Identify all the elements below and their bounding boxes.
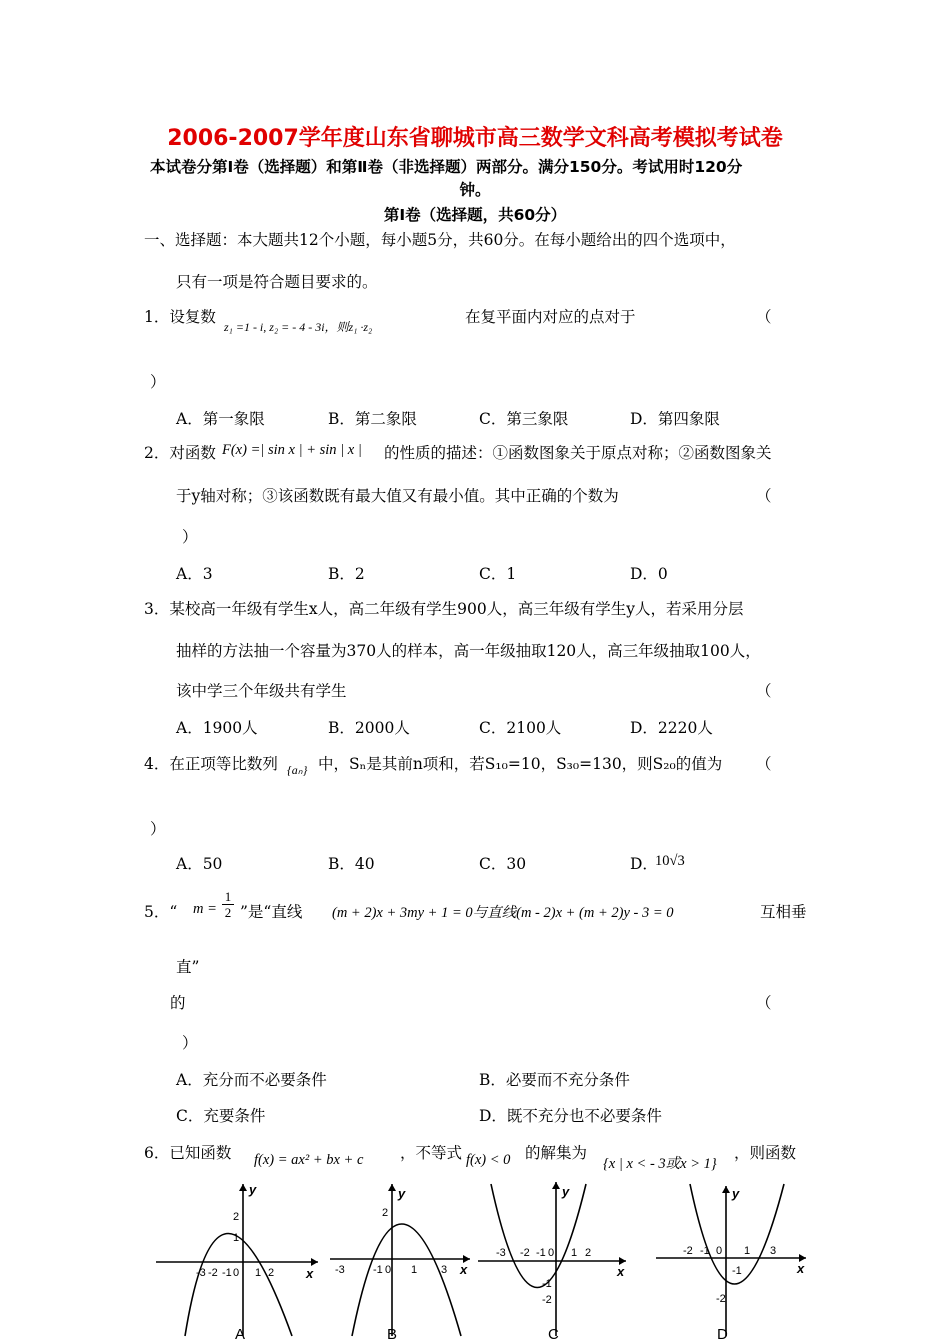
q2-option-c: C．1 xyxy=(479,565,517,583)
q1-option-a: A．第一象限 xyxy=(176,410,265,428)
graph-d-tick: 1 xyxy=(744,1245,751,1257)
q5-fraction xyxy=(222,889,234,920)
graph-d-tick: -2 xyxy=(683,1245,693,1257)
graph-d-tick: 0 xyxy=(716,1245,723,1257)
q4-option-d: D． xyxy=(630,855,658,873)
graph-b-tick: -3 xyxy=(335,1264,345,1276)
graph-a-ytick: 1 xyxy=(233,1232,240,1244)
graph-a-curve xyxy=(185,1234,292,1337)
graph-d-tick: -1 xyxy=(700,1245,710,1257)
q5-stem: 5．“ xyxy=(144,903,178,921)
q2-option-b: B．2 xyxy=(328,565,365,583)
graph-a-x-label: x xyxy=(306,1266,314,1281)
section-heading: 第Ⅰ卷（选择题，共60分） xyxy=(383,206,567,224)
graph-a-tick: -3 xyxy=(196,1267,206,1279)
q5-formula: (m + 2)x + 3my + 1 = 0与直线(m - 2)x + (m + 2)y - 3 = 0 xyxy=(332,905,674,921)
q6-graphs xyxy=(0,1176,950,1344)
q5-m-eq: m = xyxy=(193,901,217,917)
q4-stem: 4．在正项等比数列 xyxy=(144,755,278,773)
graph-b-tick: 3 xyxy=(441,1264,448,1276)
q6-mid: ，不等式 xyxy=(400,1144,463,1162)
q5-option-a: A．充分而不必要条件 xyxy=(176,1071,327,1089)
answer-paren-close: ） xyxy=(150,820,166,838)
q4-option-b: B．40 xyxy=(328,855,375,873)
page-title: 2006-2007学年度山东省聊城市高三数学文科高考模拟考试卷 xyxy=(167,126,783,151)
graph-c-tick: 1 xyxy=(571,1247,578,1259)
graph-b-tick: -1 xyxy=(373,1264,383,1276)
graph-a-tick: 0 xyxy=(233,1267,240,1279)
graph-a-tick: 2 xyxy=(268,1267,275,1279)
q5-tail: 互相垂 xyxy=(760,903,807,921)
q2-tail: 的性质的描述：①函数图象关于原点对称；②函数图象关 xyxy=(384,444,772,462)
graph-c-y-label: y xyxy=(562,1184,570,1199)
graph-c-curve xyxy=(491,1184,586,1288)
graph-a-y-label: y xyxy=(249,1182,257,1197)
q3-line-3: 该中学三个年级共有学生 xyxy=(176,682,347,700)
q4-tail: 中，Sₙ是其前n项和，若S₁₀=10，S₃₀=130，则S₂₀的值为 xyxy=(318,755,723,773)
graph-label-b: B xyxy=(387,1326,398,1343)
q3-option-d: D．2220人 xyxy=(630,719,713,737)
q1-formula: z₁ =1 - i, z₂ = - 4 - 3i，则z₁ ·z₂ xyxy=(224,320,373,334)
q6-mid-2: 的解集为 xyxy=(525,1144,588,1162)
graph-c-tick: -3 xyxy=(496,1247,506,1259)
instructions-line-1: 一、选择题：本大题共12个小题，每小题5分，共60分。在每小题给出的四个选项中， xyxy=(144,231,736,249)
q2-line-2: 于y轴对称；③该函数既有最大值又有最小值。其中正确的个数为 xyxy=(176,487,619,505)
graph-d-ytick: -2 xyxy=(716,1293,726,1305)
graph-c-tick: -2 xyxy=(520,1247,530,1259)
q5-option-c: C．充要条件 xyxy=(176,1107,266,1125)
graph-c-tick: 2 xyxy=(585,1247,592,1259)
graph-c-x-label: x xyxy=(617,1264,625,1279)
q4-formula: {aₙ} xyxy=(287,763,308,777)
graph-c-ytick: -1 xyxy=(542,1278,552,1290)
graph-b-ytick: 2 xyxy=(382,1207,389,1219)
intro-line-1: 本试卷分第Ⅰ卷（选择题）和第Ⅱ卷（非选择题）两部分。满分150分。考试用时120分 xyxy=(150,158,743,176)
graph-label-d: D xyxy=(717,1326,728,1343)
graph-b-y-label: y xyxy=(398,1186,406,1201)
q3-option-b: B．2000人 xyxy=(328,719,410,737)
graph-d-ytick: -1 xyxy=(732,1265,742,1277)
q5-option-d: D．既不充分也不必要条件 xyxy=(479,1107,662,1125)
graph-b-tick: 1 xyxy=(411,1264,418,1276)
q3-line-2: 抽样的方法抽一个容量为370人的样本，高一年级抽取120人，高三年级抽取100人， xyxy=(176,642,761,660)
q2-formula: F(x) =| sin x | + sin | x | xyxy=(222,442,362,458)
q6-formula-1: f(x) = ax² + bx + c xyxy=(254,1152,364,1168)
q1-tail: 在复平面内对应的点对于 xyxy=(465,308,636,326)
q3-option-a: A．1900人 xyxy=(176,719,258,737)
q4-option-c: C．30 xyxy=(479,855,527,873)
graph-c-tick: -1 xyxy=(536,1247,546,1259)
graph-d-tick: 3 xyxy=(770,1245,777,1257)
q6-formula-3: {x | x < - 3或x > 1} xyxy=(603,1156,717,1172)
q6-stem: 6．已知函数 xyxy=(144,1144,232,1162)
graph-d-x-label: x xyxy=(797,1261,805,1276)
answer-paren-open: （ xyxy=(756,487,772,505)
intro-line-2: 钟。 xyxy=(459,181,491,199)
answer-paren-open: （ xyxy=(756,755,772,773)
graph-a-tick: 1 xyxy=(255,1267,262,1279)
q5-fraction-denominator: 2 xyxy=(222,904,234,920)
graph-b-tick: 0 xyxy=(385,1264,392,1276)
q1-option-d: D．第四象限 xyxy=(630,410,720,428)
q6-tail: ，则函数 xyxy=(734,1144,797,1162)
q6-formula-2: f(x) < 0 xyxy=(466,1152,511,1168)
answer-paren-open: （ xyxy=(756,308,772,326)
graph-b-x-label: x xyxy=(460,1262,468,1277)
graph-c-ytick: -2 xyxy=(542,1294,552,1306)
q1-option-b: B．第二象限 xyxy=(328,410,417,428)
q3-line-1: 3．某校高一年级有学生x人，高二年级有学生900人，高三年级有学生y人，若采用分层 xyxy=(144,600,744,618)
q3-option-c: C．2100人 xyxy=(479,719,562,737)
q4-option-d-formula: 10√3 xyxy=(655,853,685,869)
q5-option-b: B．必要而不充分条件 xyxy=(479,1071,630,1089)
q1-stem: 1．设复数 xyxy=(144,308,216,326)
graph-label-c: C xyxy=(548,1326,559,1343)
graph-a-tick: -2 xyxy=(208,1267,218,1279)
answer-paren-close: ） xyxy=(150,373,166,391)
answer-paren-open: （ xyxy=(756,682,772,700)
graph-a-ytick: 2 xyxy=(233,1211,240,1223)
instructions-line-2: 只有一项是符合题目要求的。 xyxy=(176,273,378,291)
answer-paren-open: （ xyxy=(756,994,772,1012)
q2-option-d: D．0 xyxy=(630,565,668,583)
answer-paren-close: ） xyxy=(182,1034,198,1052)
graph-b-curve xyxy=(352,1224,461,1336)
q1-option-c: C．第三象限 xyxy=(479,410,569,428)
q2-stem: 2．对函数 xyxy=(144,444,216,462)
graph-c-tick: 0 xyxy=(548,1247,555,1259)
q5-fraction-numerator: 1 xyxy=(224,889,232,904)
q4-option-a: A．50 xyxy=(176,855,223,873)
graph-d-y-label: y xyxy=(732,1186,740,1201)
graph-label-a: A xyxy=(235,1326,246,1343)
q5-line-3: 的 xyxy=(170,994,186,1012)
q5-line-2: 直” xyxy=(176,958,200,976)
graph-a-tick: -1 xyxy=(222,1267,232,1279)
q5-mid: ”是“直线 xyxy=(240,903,303,921)
answer-paren-close: ） xyxy=(182,528,198,546)
q2-option-a: A．3 xyxy=(176,565,213,583)
